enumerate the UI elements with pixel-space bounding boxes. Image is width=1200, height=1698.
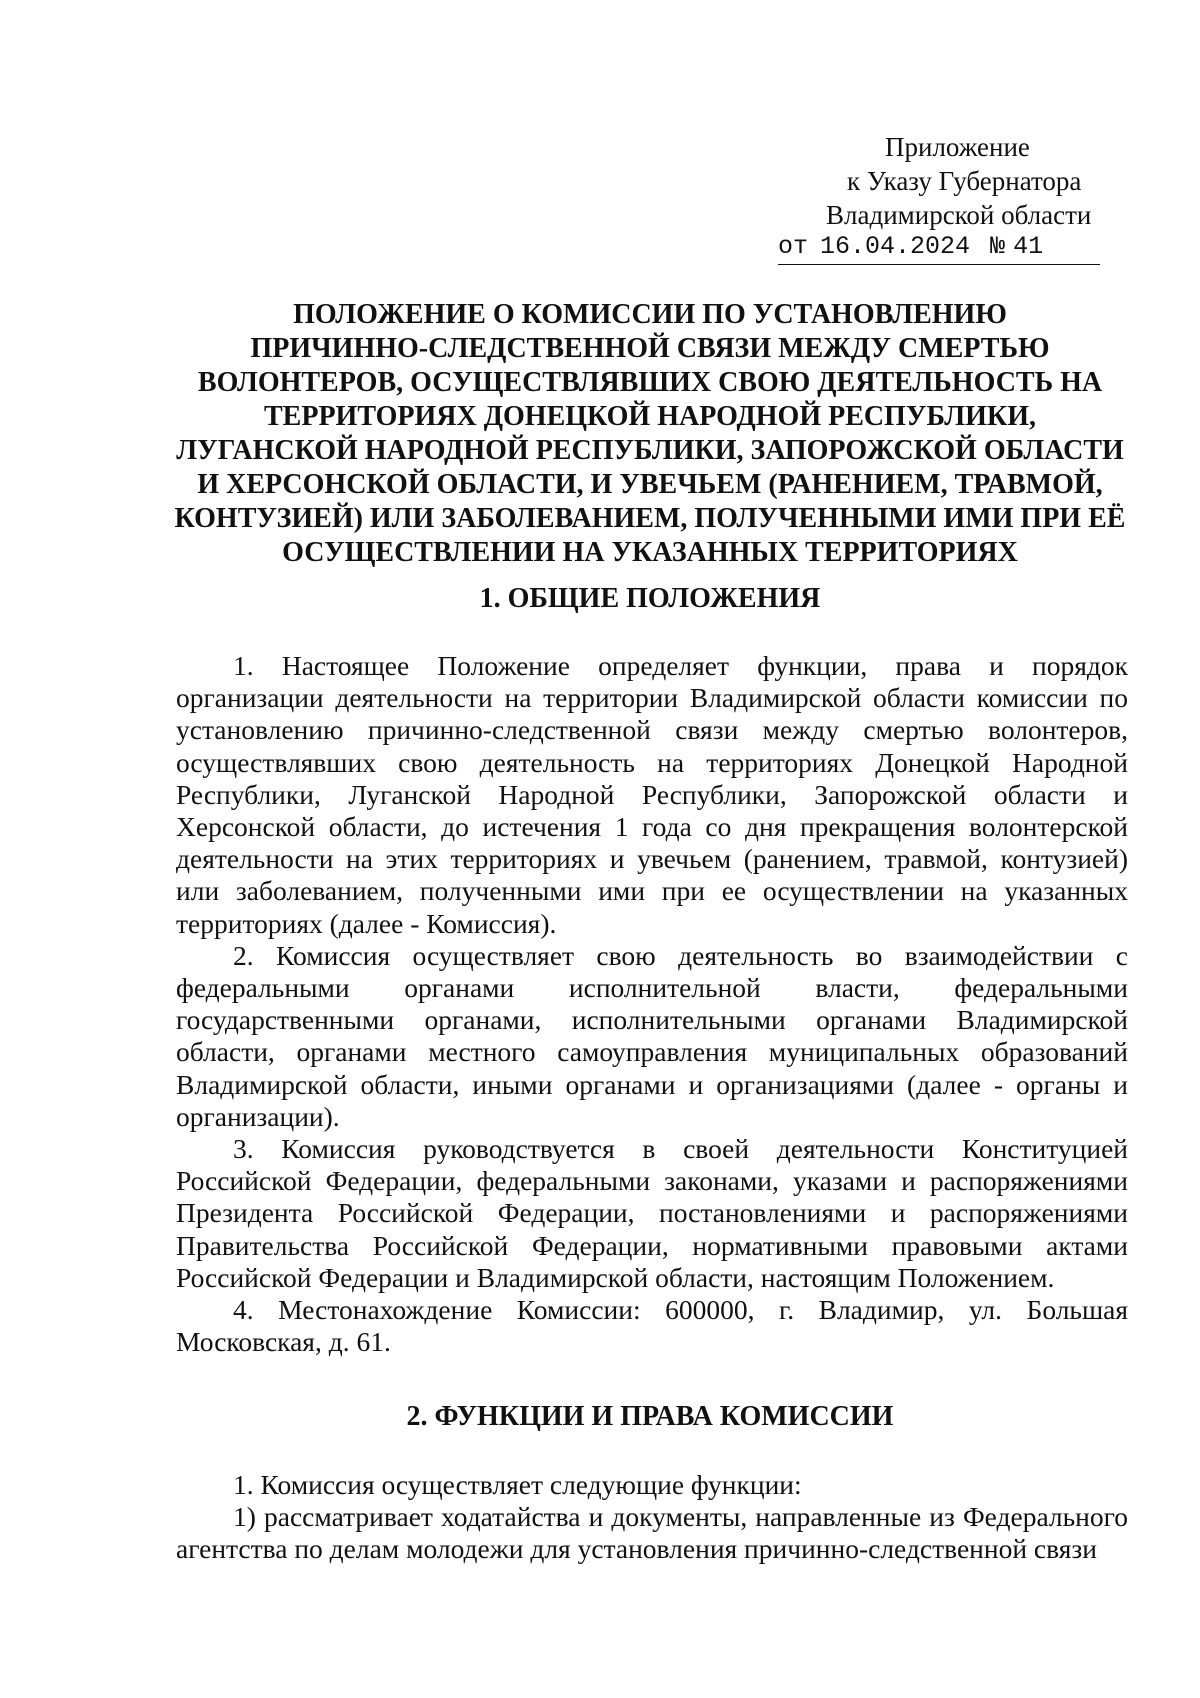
paragraph: 3. Комиссия руководствуется в своей деятельности Конституцией Российской Федерации, федеральными законами, указами и распоряжениями Президента Российской Федерации, постановлениями и распоряжениями Правительства Российской Федерации, нормативными правовыми актами Российской Федерации и Владимирской области, настоящим Положением. <box>176 1133 1128 1293</box>
document-title <box>170 298 1130 570</box>
paragraph: 4. Местонахождение Комиссии: 600000, г. Владимир, ул. Большая Московская, д. 61. <box>176 1294 1128 1358</box>
date-prefix: от <box>778 232 809 261</box>
title-line: ПРИЧИННО-СЛЕДСТВЕННОЙ СВЯЗИ МЕЖДУ СМЕРТЬЮ <box>250 333 1050 364</box>
decree-date: 16.04.2024 <box>820 232 971 261</box>
number-sign: № <box>990 232 1006 261</box>
section-2-body <box>176 1469 1128 1566</box>
paragraph: 1. Настоящее Положение определяет функции, права и порядок организации деятельности на территории Владимирской области комиссии по установлению причинно-следственной связи между смертью волонтеров, осуществлявших свою деятельность на территориях Донецкой Народной Республики, Луганской Народной Республики, Запорожской области и Херсонской области, до истечения 1 года со дня прекращения волонтерской деятельности на этих территориях и увечьем (ранением, травмой, контузией) или заболеванием, полученными ими при ее осуществлении на указанных территориях (далее - Комиссия). <box>176 650 1128 939</box>
title-line: КОНТУЗИЕЙ) ИЛИ ЗАБОЛЕВАНИЕМ, ПОЛУЧЕННЫМИ ИМИ ПРИ ЕЁ <box>174 503 1126 534</box>
paragraph: 1. Комиссия осуществляет следующие функции: <box>233 1469 802 1500</box>
title-line: ТЕРРИТОРИЯХ ДОНЕЦКОЙ НАРОДНОЙ РЕСПУБЛИКИ, <box>264 401 1036 432</box>
annex-decree-reference: к Указу Губернатора <box>847 166 1082 196</box>
paragraph: 1) рассматривает ходатайства и документы, направленные из Федерального агентства по делам молодежи для установления причинно-следственной связи <box>176 1501 1128 1565</box>
title-line: ПОЛОЖЕНИЕ О КОМИССИИ ПО УСТАНОВЛЕНИЮ <box>293 299 1007 330</box>
annex-block <box>770 130 1110 232</box>
section-1-body <box>176 650 1128 1358</box>
annex-date-line <box>778 230 1100 265</box>
decree-number: 41 <box>1013 232 1044 261</box>
title-line: И ХЕРСОНСКОЙ ОБЛАСТИ, И УВЕЧЬЕМ (РАНЕНИЕМ, ТРАВМОЙ, <box>197 469 1103 500</box>
annex-region: Владимирской области <box>826 200 1092 230</box>
annex-label: Приложение <box>885 132 1030 162</box>
section-2-heading: 2. ФУНКЦИИ И ПРАВА КОМИССИИ <box>406 1401 894 1432</box>
paragraph: 2. Комиссия осуществляет свою деятельность во взаимодействии с федеральными органами исполнительной власти, федеральными государственными органами, исполнительными органами Владимирской области, органами местного самоуправления муниципальных образований Владимирской области, иными органами и организациями (далее - органы и организации). <box>176 939 1128 1132</box>
section-1-heading: 1. ОБЩИЕ ПОЛОЖЕНИЯ <box>479 583 821 614</box>
title-line: ОСУЩЕСТВЛЕНИИ НА УКАЗАННЫХ ТЕРРИТОРИЯХ <box>282 537 1018 568</box>
title-line: ЛУГАНСКОЙ НАРОДНОЙ РЕСПУБЛИКИ, ЗАПОРОЖСКОЙ ОБЛАСТИ <box>176 435 1124 466</box>
title-line: ВОЛОНТЕРОВ, ОСУЩЕСТВЛЯВШИХ СВОЮ ДЕЯТЕЛЬНОСТЬ НА <box>197 367 1103 398</box>
